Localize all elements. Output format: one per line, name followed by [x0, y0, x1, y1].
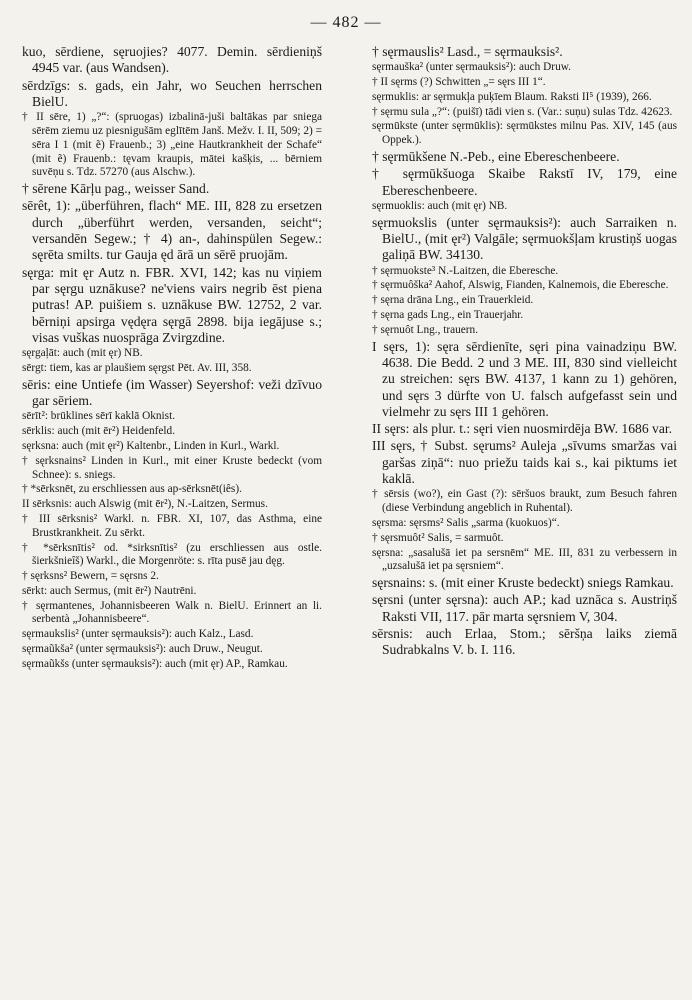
- dictionary-entry: sęrsni (unter sęrsna): auch AP.; kad uznāca s. Austriņš Raksti VII, 117. pār marta sęrsniem V, 304.: [372, 592, 677, 624]
- dictionary-entry: † sęrsmuôt² Salis, = sarmuôt.: [372, 531, 504, 544]
- dictionary-entry: † sęrmūkšene N.-Peb., eine Ebereschenbeere.: [372, 149, 620, 164]
- right-column: [372, 44, 677, 989]
- dictionary-entry: † sęrksns² Bewern, = sęrsns 2.: [22, 570, 159, 583]
- dictionary-entry: III sęrs, † Subst. sęrums² Auleja „sīvums smaržas vai garšas ziņā“: nuo priežu taids kai s., kai piktums iet kaklā.: [372, 438, 677, 487]
- dictionary-entry: † sęrnuôt Lng., trauern.: [372, 323, 479, 336]
- dictionary-entry: sęrsma: sęrsms² Salis „sarma (kuokuos)“.: [372, 516, 560, 529]
- dictionary-entry: † sērene Kārļu pag., weisser Sand.: [22, 181, 210, 197]
- dictionary-entry: † sęrmūkšuoga Skaibe Rakstī IV, 179, eine Ebereschenbeere.: [372, 166, 677, 198]
- dictionary-entry: sęrsnains: s. (mit einer Kruste bedeckt) sniegs Ramkau.: [372, 575, 674, 591]
- dictionary-entry: sęrmūkste (unter sęrmūklis): sęrmūkstes milnu Pas. XIV, 145 (aus Oppek.).: [372, 120, 677, 147]
- dictionary-entry: † sęrmauslis² Lasd., = sęrmauksis².: [372, 44, 563, 59]
- dictionary-entry: † sęrksnains² Linden in Kurl., mit einer Kruste bedeckt (vom Schnee): s. sniegs.: [22, 454, 322, 481]
- dictionary-entry: sęrmuoklis: auch (mit ęr) NB.: [372, 199, 508, 212]
- dictionary-entry: I sęrs, 1): sęra sērdienīte, sęri pina vainadziņu BW. 4638. Die Bedd. 2 und 3 ME. III, 830 sind vielleicht zu streichen: sęrs BW. 4137, 1 kann zu 1) gehören, und sęrs 3 dürfte von U. falsch aufgefasst sein und vielmehr zu sęrs III 1 gehören.: [372, 338, 677, 419]
- dictionary-entry: sērêt, 1): „überführen, flach“ ME. III, 828 zu ersetzen durch „überführt werden, versanden, seicht“; versandēn Segew.; † 4) an-, dahinspülen Segew.: sęrēta smilts. tur Gauja ęd ārā un sērē pruojām.: [22, 198, 322, 263]
- left-column: [22, 44, 322, 989]
- page-number: — 482 —: [310, 14, 382, 31]
- dictionary-entry: kuo, sērdiene, sęruojies? 4077. Demin. sērdieniņš 4945 var. (aus Wandsen).: [22, 44, 322, 76]
- dictionary-entry: † III sērksnis² Warkl. n. FBR. XI, 107, das Asthma, eine Brustkrankheit. Zu sērkt.: [22, 512, 322, 539]
- dictionary-entry: † II sęrms (?) Schwitten „= sęrs III 1“.: [372, 76, 546, 89]
- dictionary-entry: † sērsis (wo?), ein Gast (?): sēršuos braukt, zum Besuch fahren (diese Verbindung angeblich in Ruhental).: [372, 488, 677, 515]
- dictionary-entry: sęrmaũkša² (unter sęrmauksis²): auch Druw., Neugut.: [22, 642, 263, 655]
- dictionary-entry: † *sērksnēt, zu erschliessen aus ap-sērksnēt(iês).: [22, 483, 242, 496]
- dictionary-entry: sęrmauška² (unter sęrmauksis²): auch Druw.: [372, 61, 571, 74]
- dictionary-entry: sęrmuklis: ar sęrmukļa puķīem Blaum. Raksti II⁵ (1939), 266.: [372, 90, 652, 103]
- dictionary-entry: sērklis: auch (mit ēr²) Heidenfeld.: [22, 425, 176, 438]
- dictionary-entry: sērīt²: brūklines sērī kaklā Oknist.: [22, 410, 176, 423]
- dictionary-entry: † sęrmuôška² Aahof, Alswig, Fianden, Kalnemois, die Eberesche.: [372, 279, 669, 292]
- dictionary-entry: sęrmuokslis (unter sęrmauksis²): auch Sarraiken n. BielU., (mit ęr²) Valgāle; sęrmuokšļam krustiņš uogas galiņā BW. 34130.: [372, 214, 677, 263]
- dictionary-entry: † sęrmantenes, Johannisbeeren Walk n. BielU. Erinnert an li. serbentà „Johannisbeere“.: [22, 599, 322, 626]
- dictionary-entry: sęrmaũkšs (unter sęrmauksis²): auch (mit ęr) AP., Ramkau.: [22, 657, 288, 670]
- dictionary-entry: † sęrna gads Lng., ein Trauerjahr.: [372, 309, 524, 321]
- dictionary-entry: † sęrmu sula „?“: (puišī) tādi vien s. (Var.: suņu) sulas Tdz. 42623.: [372, 105, 673, 118]
- dictionary-entry: sēris: eine Untiefe (im Wasser) Seyershof: veži dzīvuo gar sēriem.: [22, 376, 322, 409]
- dictionary-entry: sērkt: auch Sermus, (mit ēr²) Nautrēni.: [22, 584, 197, 597]
- dictionary-entry: sērdzīgs: s. gads, ein Jahr, wo Seuchen herrschen BielU.: [22, 77, 322, 109]
- dictionary-entry: II sērksnis: auch Alswig (mit ēr²), N.-Laitzen, Sermus.: [22, 498, 268, 511]
- dictionary-entry: sērgt: tiem, kas ar plaušiem sęrgst Pēt. Av. III, 358.: [22, 362, 252, 375]
- dictionary-entry: sērsnis: auch Erlaa, Stom.; sēršņa laiks ziemā Sudrabkalns V. b. I. 116.: [372, 626, 677, 658]
- dictionary-entry: sęrgaļāt: auch (mit ęr) NB.: [22, 347, 143, 360]
- dictionary-entry: sęrsna: „sasalušā iet pa sersnēm“ ME. III, 831 zu verbessern in „uzsalušā iet pa sęrsniem“.: [372, 546, 677, 573]
- dictionary-entry: † *sērksnītis² od. *sirksnītis² (zu erschliessen aus ostle. šierkšnieîš) Warkl., die Morgenröte: s. rīta pusē jau dęg.: [22, 541, 322, 568]
- dictionary-entry: † sęrmuokste³ N.-Laitzen, die Eberesche.: [372, 264, 559, 277]
- dictionary-entry: sęrga: mit ęr Autz n. FBR. XVI, 142; kas nu viņiem par sęrgu uznākuse? ne'viens vairs negrib ēst piena putras! AP. puišiem s. uznākuse BW. 12752, 2 var. bērniņi apsirga vędęra sęrgā 2898. bija iegājuse s.; visas vuškas nuosprāga Zvirgzdine.: [22, 264, 322, 345]
- dictionary-entry: sęrksna: auch (mit ęr²) Kaltenbr., Linden in Kurl., Warkl.: [22, 440, 280, 453]
- dictionary-entry: II sęrs: als plur. t.: sęri vien nuosmirdēja BW. 1686 var.: [372, 421, 673, 437]
- dictionary-entry: sęrmaukslis² (unter sęrmauksis²): auch Kalz., Lasd.: [22, 628, 254, 641]
- dictionary-entry: † sęrna drāna Lng., ein Trauerkleid.: [372, 294, 534, 307]
- dictionary-entry: † II sēre, 1) „?“: (spruogas) izbalinā-juši baltākas par sniega sērēm ziemu uz piesnigušām eglītēm Janš. Mežv. I. II, 509; 2) = sēra I 1 (mit ẽ) Frauenb.; 3) „eine Hautkrankheit der Schafe“ (mit ẽ) Frauenb.: tęvam kraupis, mātei kašķis, ... bērniem suvēņu s. Tdz. 57270 (aus Alschw.).: [22, 111, 322, 179]
